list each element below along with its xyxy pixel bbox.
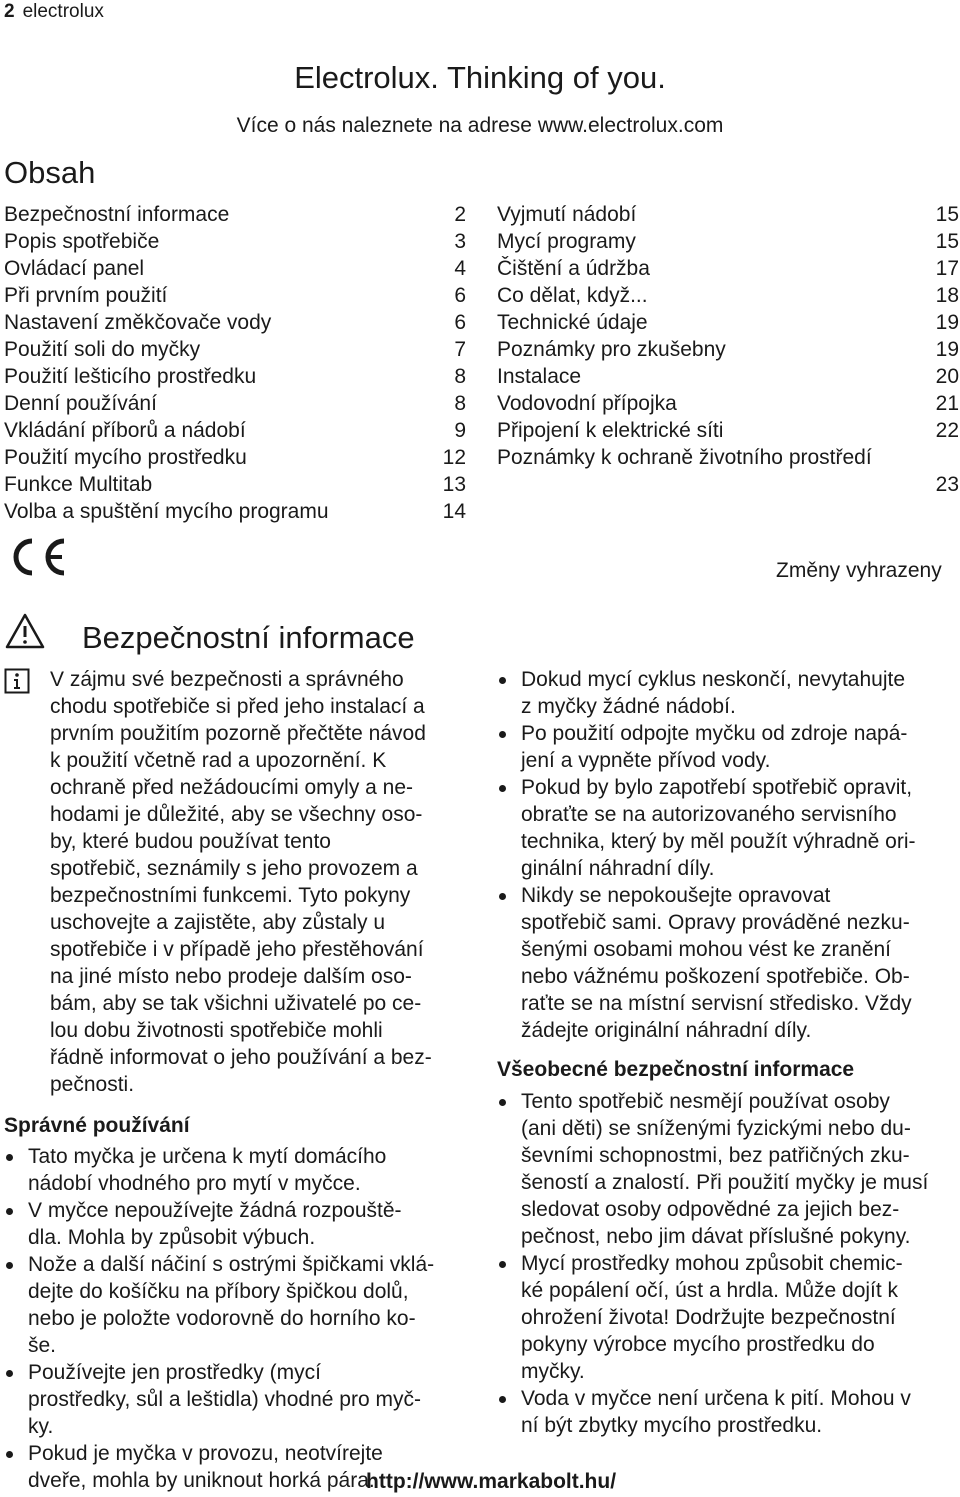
text-line: Používejte jen prostředky (mycí (28, 1361, 321, 1384)
text-line: obraťte se na autorizovaného servisního (521, 803, 897, 826)
toc-heading: Obsah (4, 155, 96, 190)
bullet-icon (6, 1262, 13, 1269)
correct-use-heading: Správné používání (4, 1114, 190, 1137)
text-line: ohrožení života! Dodržujte bezpečnostní (521, 1306, 896, 1329)
text-line: dveře, mohla by uniknout horká pára. (28, 1469, 375, 1492)
text-line: dla. Mohla by způsobit výbuch. (28, 1226, 316, 1249)
ce-mark-icon (6, 537, 68, 577)
toc-entry (4, 471, 466, 498)
bullet-icon (6, 1208, 13, 1215)
toc-entry (4, 390, 466, 417)
text-line: z myčky žádné nádobí. (521, 695, 736, 718)
bullet-item (497, 774, 960, 882)
bullet-item (497, 1385, 960, 1439)
toc-entry-title: Připojení k elektrické síti (497, 419, 724, 442)
text-line: Dokud mycí cyklus neskončí, nevytahujte (521, 668, 906, 691)
toc-entry-page: 22 (935, 419, 959, 442)
toc-entry-title: Volba a spuštění mycího programu (4, 500, 329, 523)
text-line: Pokud by bylo zapotřebí spotřebič opravit, (521, 776, 913, 799)
bullet-icon (499, 677, 506, 684)
toc-entry-page: 9 (454, 419, 466, 442)
toc-entry-title: Bezpečnostní informace (4, 203, 230, 226)
text-line: prostředky, sůl a leštidla) vhodné pro myč- (28, 1388, 421, 1411)
toc-entry (497, 444, 959, 498)
text-line: pokyny výrobce mycího prostředku do (521, 1333, 875, 1356)
text-line: k použití včetně rad a upozornění. K (50, 749, 387, 772)
bullet-icon (6, 1154, 13, 1161)
bullet-icon (499, 893, 506, 900)
toc-entry-page: 20 (935, 365, 959, 388)
toc-left-column (4, 201, 466, 525)
page-number: 2 (4, 1, 15, 22)
toc-entry (4, 228, 466, 255)
text-line: spotřebič, seznámily s jeho provozem a (50, 857, 418, 880)
toc-entry-page: 21 (935, 392, 959, 415)
text-line: Tento spotřebič nesmějí používat osoby (521, 1090, 890, 1113)
toc-entry-page: 15 (935, 230, 959, 253)
bullet-icon (499, 1396, 506, 1403)
bullet-icon (499, 1261, 506, 1268)
toc-entry-page: 7 (454, 338, 466, 361)
bullet-item (497, 1250, 960, 1385)
toc-entry-title: Instalace (497, 365, 582, 388)
text-line: by, které budou používat tento (50, 830, 331, 853)
correct-use-list (4, 1143, 474, 1494)
text-line: V myčce nepoužívejte žádná rozpouště- (28, 1199, 402, 1222)
page-header (4, 0, 104, 24)
text-line: (ani děti) se sníženými fyzickými nebo du- (521, 1117, 911, 1140)
text-line: spotřebič sami. Opravy prováděné nezku- (521, 911, 910, 934)
toc-entry-page: 4 (454, 257, 466, 280)
toc-entry-page: 3 (454, 230, 466, 253)
toc-entry-page: 18 (935, 284, 959, 307)
bullet-item (4, 1143, 474, 1197)
text-line: uschovejte a zajistěte, aby zůstaly u (50, 911, 386, 934)
toc-entry-title: Vkládání příborů a nádobí (4, 419, 246, 442)
toc-entry (4, 309, 466, 336)
general-safety-list (497, 1088, 960, 1439)
info-icon (4, 668, 30, 694)
toc-entry-page: 13 (442, 473, 466, 496)
toc-entry (497, 390, 959, 417)
changes-reserved-note: Změny vyhrazeny (776, 559, 942, 582)
text-line: Tato myčka je určena k mytí domácího (28, 1145, 387, 1168)
text-line: pečnost, nebo jim dávat příslušné pokyny. (521, 1225, 911, 1248)
toc-entry (4, 282, 466, 309)
toc-entry-title: Použití mycího prostředku (4, 446, 247, 469)
toc-entry (4, 363, 466, 390)
bullet-item (4, 1251, 474, 1359)
toc-entry (497, 228, 959, 255)
text-line: hodami je důležité, aby se všechny oso- (50, 803, 423, 826)
text-line: Mycí prostředky mohou způsobit chemic- (521, 1252, 903, 1275)
toc-entry-page: 17 (935, 257, 959, 280)
toc-entry (4, 498, 466, 525)
text-line: ochraně před nežádoucími omyly a ne- (50, 776, 414, 799)
toc-entry-title: Nastavení změkčovače vody (4, 311, 272, 334)
header-brand: electrolux (22, 1, 104, 22)
toc-entry (497, 255, 959, 282)
toc-entry (4, 255, 466, 282)
bullet-item (497, 720, 960, 774)
text-line: Po použití odpojte myčku od zdroje napá- (521, 722, 908, 745)
toc-entry (4, 444, 466, 471)
text-line: pečnosti. (50, 1073, 135, 1096)
text-line: šeností a znalostí. Při použití myčky je musí (521, 1171, 929, 1194)
bullet-icon (6, 1451, 13, 1458)
toc-entry-page: 15 (935, 203, 959, 226)
text-line: ké popálení očí, úst a hrdla. Může dojít k (521, 1279, 899, 1302)
toc-entry-page: 8 (454, 392, 466, 415)
text-line: nebo je položte vodorovně do horního ko- (28, 1307, 416, 1330)
brand-website-line: Více o nás naleznete na adrese www.electrolux.com (236, 114, 724, 137)
text-line: dejte do košíčku na příbory špičkou dolů, (28, 1280, 409, 1303)
toc-entry-page: 6 (454, 311, 466, 334)
text-line: Nikdy se nepokoušejte opravovat (521, 884, 831, 907)
text-line: sledovat osoby odpovědné za jejich bez- (521, 1198, 900, 1221)
toc-entry-page: 19 (935, 311, 959, 334)
toc-entry (497, 336, 959, 363)
safety-section-heading: Bezpečnostní informace (82, 620, 415, 655)
text-line: chodu spotřebiče si před jeho instalací a (50, 695, 425, 718)
text-line: prvním použitím pozorně přečtěte návod (50, 722, 426, 745)
toc-entry (497, 282, 959, 309)
toc-entry-title: Vyjmutí nádobí (497, 203, 637, 226)
toc-entry-title: Popis spotřebiče (4, 230, 160, 253)
text-line: nádobí vhodného pro mytí v myčce. (28, 1172, 361, 1195)
text-line: bám, aby se tak všichni uživatelé po ce- (50, 992, 422, 1015)
text-line: ní být zbytky mycího prostředku. (521, 1414, 823, 1437)
footer-url: http://www.markabolt.hu/ (366, 1470, 617, 1493)
toc-entry-page: 8 (454, 365, 466, 388)
text-line: jení a vypněte přívod vody. (521, 749, 771, 772)
toc-entry-page: 12 (442, 446, 466, 469)
text-line: řádně informovat o jeho používání a bez- (50, 1046, 432, 1069)
bullet-item (497, 1088, 960, 1250)
text-line: V zájmu své bezpečnosti a správného (50, 668, 404, 691)
warning-triangle-icon (4, 612, 46, 650)
bullet-item (497, 882, 960, 1044)
toc-entry-title: Poznámky k ochraně životního prostředí (497, 446, 872, 469)
text-line: lou dobu životnosti spotřebiče mohli (50, 1019, 383, 1042)
toc-entry (497, 363, 959, 390)
bullet-icon (499, 1099, 506, 1106)
general-safety-heading: Všeobecné bezpečnostní informace (497, 1058, 855, 1081)
toc-entry (497, 417, 959, 444)
text-line: raťte se na místní servisní středisko. Vždy (521, 992, 912, 1015)
toc-entry (4, 336, 466, 363)
toc-entry-title: Mycí programy (497, 230, 636, 253)
safety-intro-text (50, 666, 470, 1098)
text-line: technika, který by měl použít výhradně ori- (521, 830, 916, 853)
text-line: spotřebiče i v případě jeho přestěhování (50, 938, 424, 961)
text-line: nebo vážnému poškození spotřebiče. Ob- (521, 965, 910, 988)
text-line: na jiné místo nebo prodeje dalším oso- (50, 965, 412, 988)
brand-slogan: Electrolux. Thinking of you. (294, 60, 666, 95)
text-line: bezpečnostními funkcemi. Tyto pokyny (50, 884, 411, 907)
text-line: Nože a další náčiní s ostrými špičkami vklá- (28, 1253, 435, 1276)
toc-entry-title: Čištění a údržba (497, 257, 650, 280)
toc-entry-title: Denní používání (4, 392, 157, 415)
toc-entry-title: Technické údaje (497, 311, 648, 334)
toc-entry (4, 417, 466, 444)
toc-entry (497, 201, 959, 228)
safety-bullets-right (497, 666, 960, 1044)
toc-entry-page: 6 (454, 284, 466, 307)
toc-entry-page: 14 (442, 500, 466, 523)
toc-entry-title: Při prvním použití (4, 284, 168, 307)
text-line: žádejte originální náhradní díly. (521, 1019, 812, 1042)
bullet-icon (499, 731, 506, 738)
toc-entry-page: 19 (935, 338, 959, 361)
text-line: Pokud je myčka v provozu, neotvírejte (28, 1442, 383, 1465)
text-line: ky. (28, 1415, 54, 1438)
text-line: ginální náhradní díly. (521, 857, 715, 880)
toc-entry-title: Vodovodní přípojka (497, 392, 677, 415)
text-line: Voda v myčce není určena k pití. Mohou v (521, 1387, 911, 1410)
text-line: še. (28, 1334, 57, 1357)
toc-entry-title: Použití lešticího prostředku (4, 365, 257, 388)
bullet-item (4, 1197, 474, 1251)
bullet-icon (6, 1370, 13, 1377)
text-line: ševními schopnostmi, bez patřičných zku- (521, 1144, 910, 1167)
text-line: šenými osobami mohou vést ke zranění (521, 938, 892, 961)
bullet-item (497, 666, 960, 720)
bullet-icon (499, 785, 506, 792)
toc-entry (497, 309, 959, 336)
toc-entry (4, 201, 466, 228)
toc-entry-page: 23 (935, 473, 959, 496)
text-line: myčky. (521, 1360, 585, 1383)
toc-entry-title: Co dělat, když... (497, 284, 648, 307)
toc-entry-title: Poznámky pro zkušebny (497, 338, 726, 361)
toc-entry-title: Ovládací panel (4, 257, 145, 280)
toc-entry-title: Použití soli do myčky (4, 338, 201, 361)
toc-entry-title: Funkce Multitab (4, 473, 153, 496)
toc-right-column (497, 201, 959, 498)
bullet-item (4, 1359, 474, 1440)
toc-entry-page: 2 (454, 203, 466, 226)
